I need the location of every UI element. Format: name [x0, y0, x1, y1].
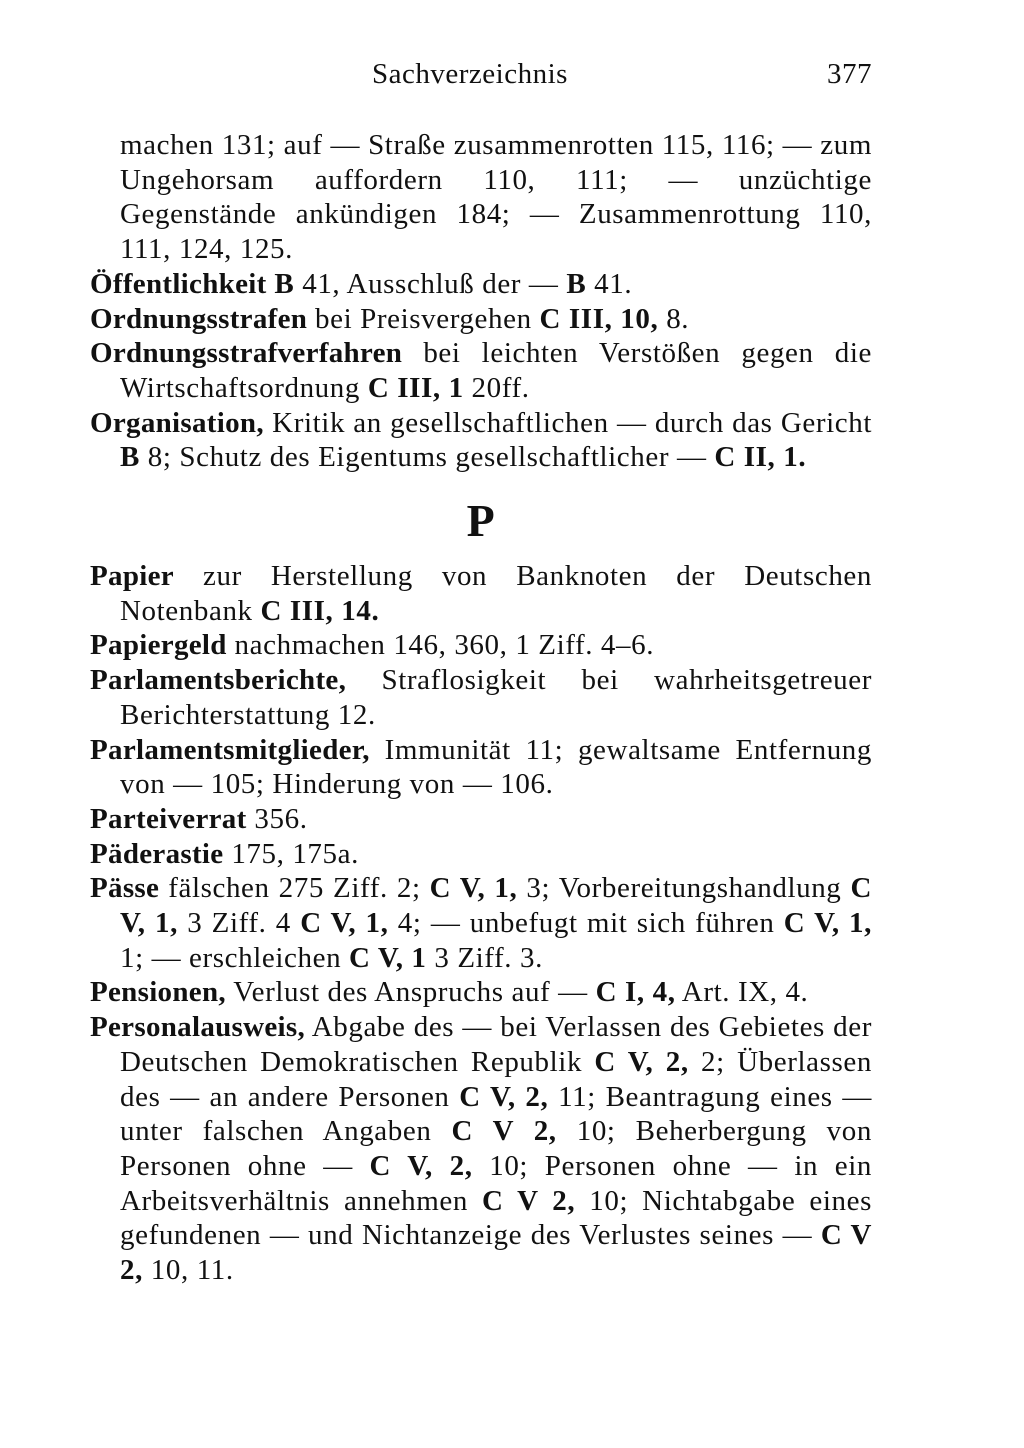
- entry-text: bei Preisvergehen: [307, 302, 540, 335]
- entry-text: 10; Personen ohne — in ein Arbeitsverhältnis annehmen: [120, 1149, 872, 1217]
- entry-text: 356.: [246, 802, 308, 835]
- entry-reference: B: [274, 267, 295, 300]
- entry-reference: C I, 4,: [595, 976, 676, 1009]
- entry-text: 10; Beherbergung von Personen ohne —: [120, 1115, 872, 1182]
- entry-text: 10; Nichtabgabe eines gefundenen — und Nichtanzeige des Verlustes seines —: [120, 1184, 872, 1252]
- entry-headword: Papier: [90, 560, 174, 593]
- continuation-entry: [90, 128, 872, 267]
- entry-reference: C V, 1,: [120, 872, 872, 940]
- index-entry: [90, 559, 872, 628]
- entry-reference: C V 2,: [120, 1219, 872, 1287]
- index-entry: [90, 1010, 872, 1288]
- entry-text: 8.: [658, 302, 690, 335]
- entry-headword: Pässe: [90, 872, 160, 905]
- entry-text: 3 Ziff. 4: [177, 907, 301, 940]
- running-title: Sachverzeichnis: [372, 58, 568, 90]
- entry-headword: Organisation,: [90, 406, 264, 439]
- entry-headword: Pensionen,: [90, 976, 226, 1009]
- entry-text: 41.: [586, 267, 633, 300]
- entry-text: 175, 175a.: [223, 837, 359, 870]
- entry-text: fälschen 275 Ziff. 2;: [159, 872, 430, 905]
- index-entries-p: [90, 559, 872, 1288]
- entry-text: 20ff.: [463, 371, 530, 404]
- entry-reference: C III, 1: [367, 371, 464, 404]
- index-entry: [90, 733, 872, 802]
- index-entry: [90, 871, 872, 975]
- index-entries-o: [90, 267, 872, 475]
- entry-reference: C III, 14.: [260, 594, 380, 627]
- entry-headword: Öffentlichkeit: [90, 267, 267, 300]
- index-entry: [90, 302, 872, 337]
- entry-text: Art. IX, 4.: [675, 976, 809, 1009]
- entry-reference: C V, 1: [349, 941, 427, 974]
- entry-reference: C V 2,: [451, 1115, 557, 1148]
- entry-text: 10, 11.: [142, 1254, 234, 1287]
- index-entry: [90, 663, 872, 732]
- entry-text: Verlust des Anspruchs auf —: [225, 976, 596, 1009]
- entry-headword: Parlamentsberichte,: [90, 664, 347, 697]
- index-entry: [90, 336, 872, 405]
- index-entry: [90, 406, 872, 475]
- entry-headword: Ordnungsstrafen: [90, 302, 308, 335]
- entry-text: 11; Beantragung eines — unter falschen Angaben: [120, 1080, 873, 1148]
- entry-headword: Personalausweis,: [90, 1011, 306, 1044]
- entry-text: Abgabe des — bei Verlassen des Gebietes der Deutschen Demokratischen Republik: [120, 1011, 872, 1078]
- index-entry: [90, 628, 872, 663]
- entry-text: Immunität 11; gewaltsame Entfernung von — 105; Hinderung von — 106.: [120, 733, 872, 801]
- entry-text: bei leichten Verstößen gegen die Wirtschaftsordnung: [120, 337, 872, 404]
- entry-reference: C V, 2,: [369, 1149, 473, 1182]
- entry-reference: C III, 10,: [539, 302, 659, 335]
- entry-text: 1; — erschleichen: [120, 941, 350, 974]
- entry-reference: C V, 1,: [429, 872, 518, 905]
- entry-reference: C V, 1,: [300, 907, 389, 940]
- entry-text: 3; Vorbereitungshandlung: [517, 872, 851, 905]
- entry-reference: C II, 1.: [714, 441, 807, 474]
- entry-headword: Parlamentsmitglieder,: [90, 733, 370, 766]
- entry-text: Kritik an gesellschaftlichen — durch das Gericht: [263, 406, 872, 439]
- entry-headword: Ordnungsstrafverfahren: [90, 337, 403, 370]
- entry-text: 3 Ziff. 3.: [426, 941, 543, 974]
- entry-headword: Päderastie: [90, 837, 224, 870]
- entry-text: 2; Überlassen des — an andere Personen: [120, 1045, 872, 1113]
- section-letter-heading: P: [466, 495, 496, 547]
- entry-reference: C V, 2,: [594, 1045, 689, 1078]
- entry-headword: Parteiverrat: [90, 802, 247, 835]
- entry-reference: B: [566, 267, 587, 300]
- entry-text: Straflosigkeit bei wahrheitsgetreuer Berichterstattung 12.: [120, 664, 872, 731]
- index-entry: [90, 837, 872, 872]
- index-entry: [90, 267, 872, 302]
- index-body: [90, 128, 872, 1288]
- entry-reference: B: [120, 441, 140, 474]
- page-number: 377: [827, 58, 872, 90]
- entry-text: 8; Schutz des Eigentums gesellschaftlicher —: [139, 441, 715, 474]
- entry-text: 4; — unbefugt mit sich führen: [388, 907, 784, 940]
- index-entry: [90, 802, 872, 837]
- entry-text: zur Herstellung von Banknoten der Deutschen Notenbank: [120, 560, 872, 627]
- entry-reference: C V 2,: [482, 1184, 576, 1217]
- continuation-text: machen 131; auf — Straße zusammenrotten 115, 116; — zum Ungehorsam auffordern 110, 111; — unzüchtige Gegenstände ankündigen 184; — Zusammenrottung 110, 111, 124, 125.: [120, 129, 872, 266]
- entry-text: 41, Ausschluß der —: [294, 267, 567, 300]
- entry-reference: C V, 2,: [459, 1080, 549, 1113]
- entry-reference: C V, 1,: [783, 907, 872, 940]
- entry-text: nachmachen 146, 360, 1 Ziff. 4–6.: [226, 629, 655, 662]
- index-entry: [90, 975, 872, 1010]
- entry-headword: Papiergeld: [90, 629, 227, 662]
- running-header: [120, 58, 872, 98]
